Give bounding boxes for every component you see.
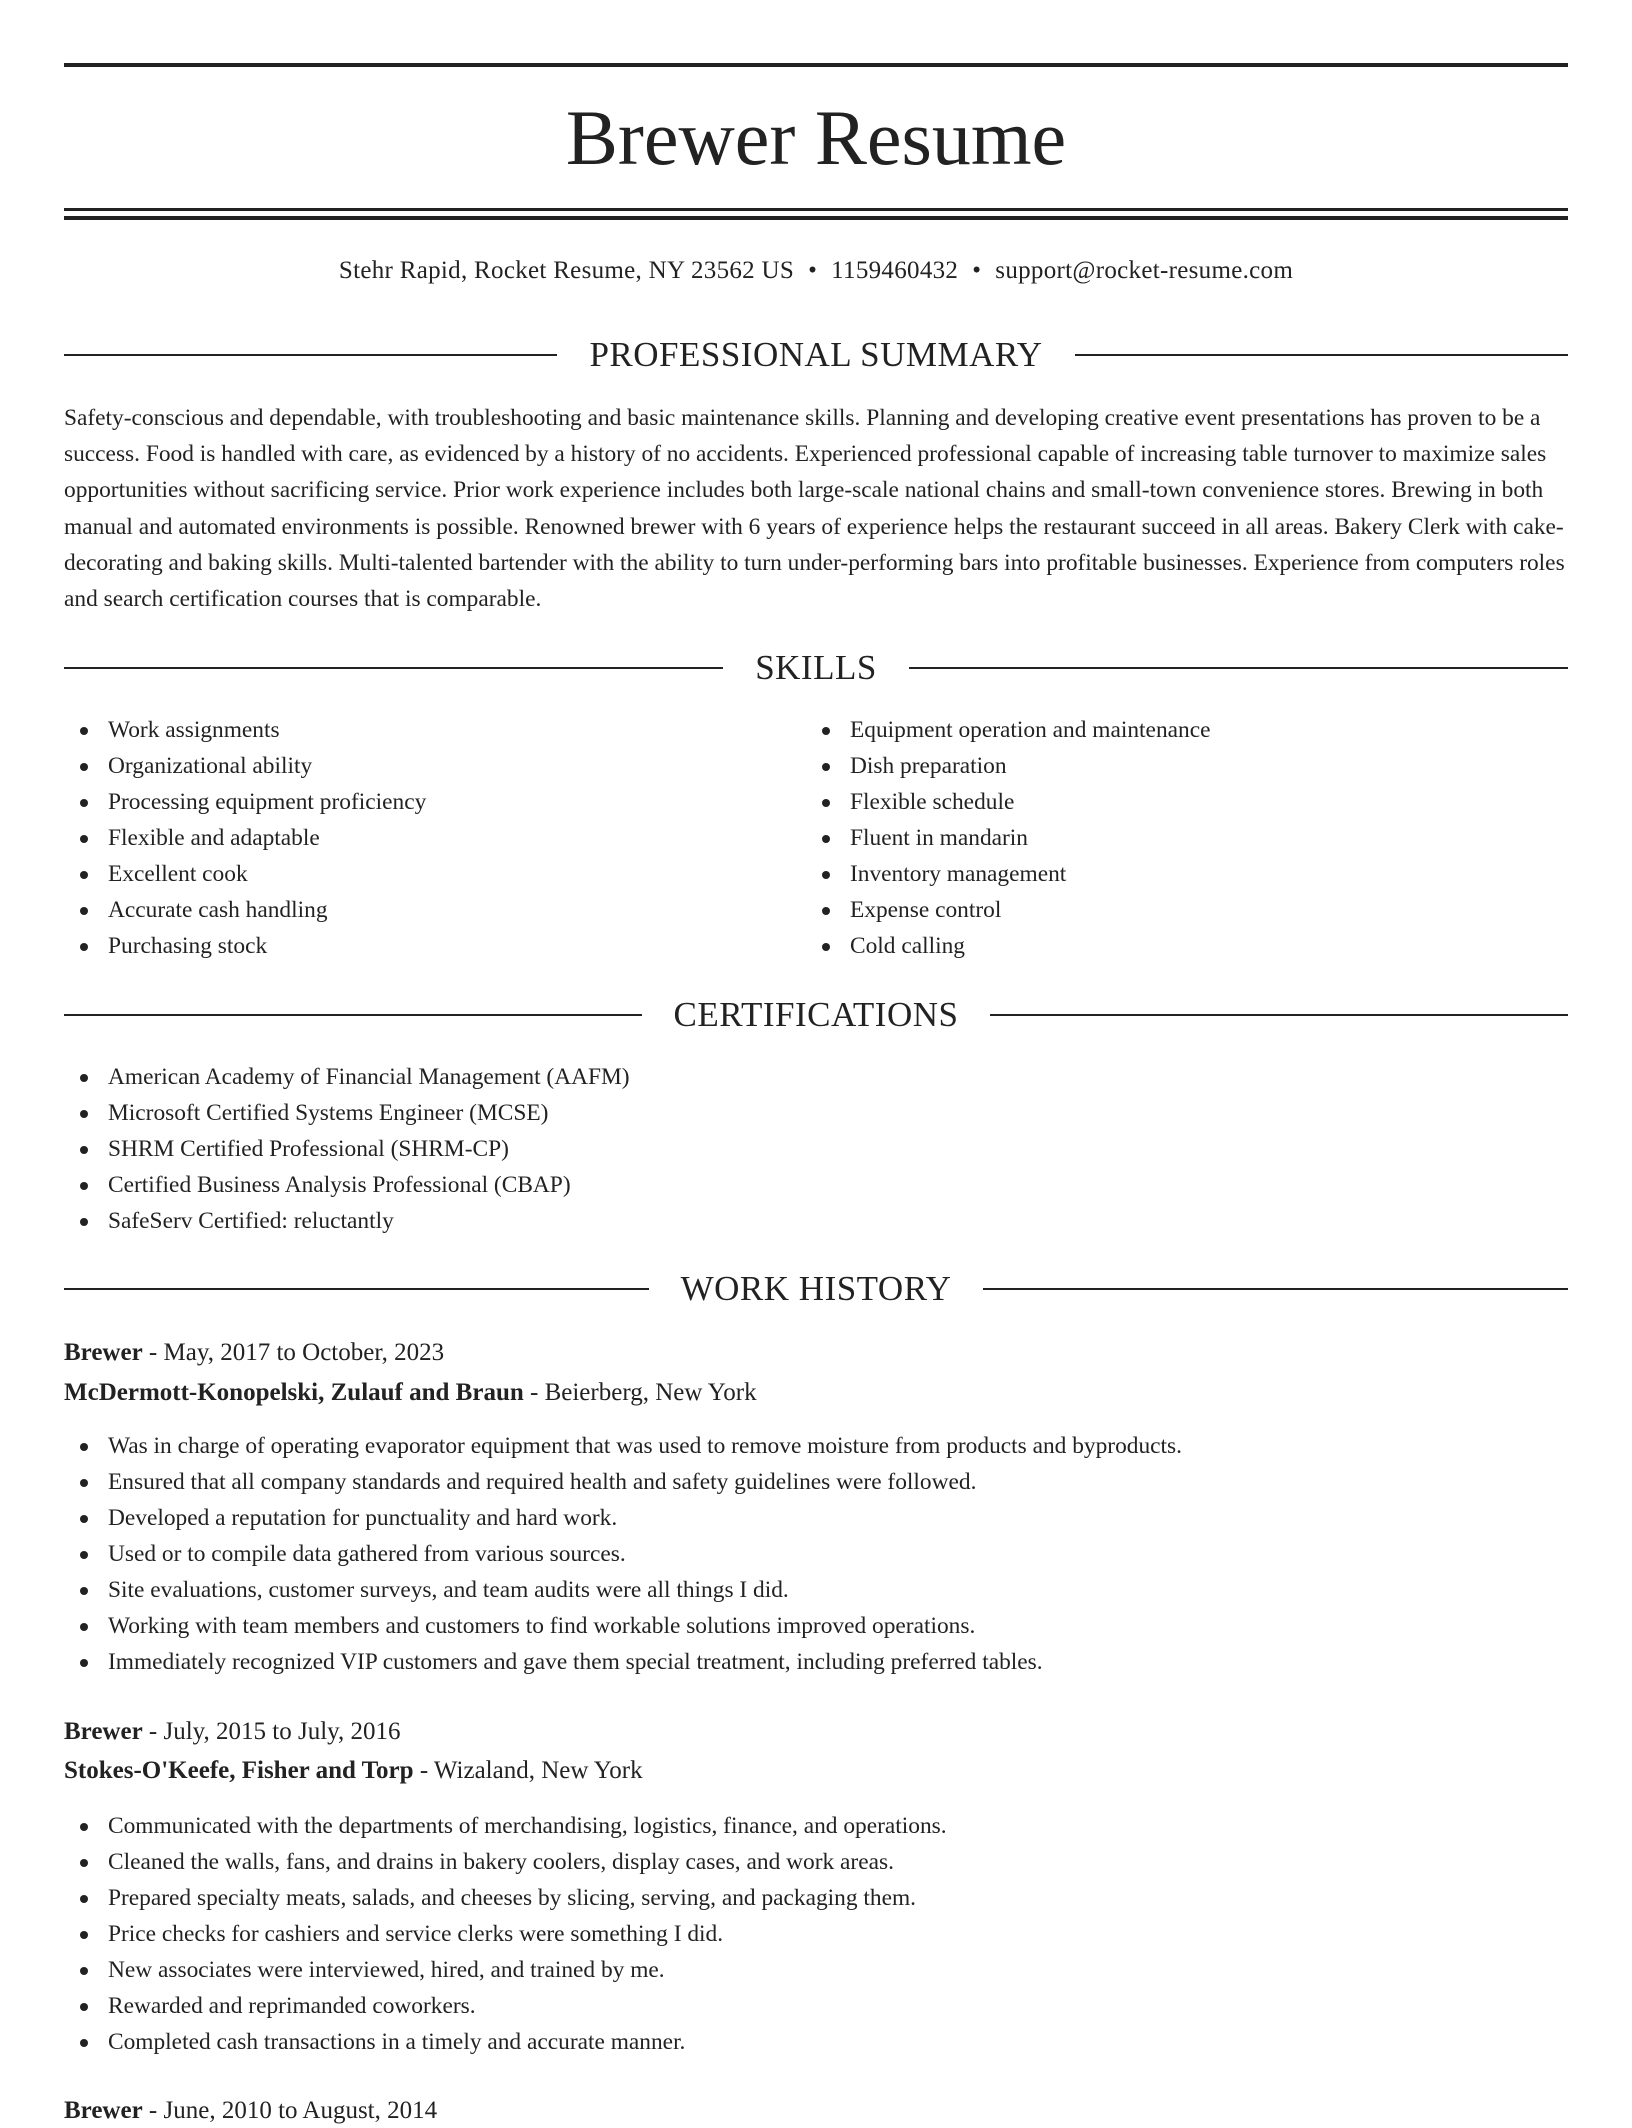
contact-address: Stehr Rapid, Rocket Resume, NY 23562 US [338, 257, 795, 284]
section-header-certifications [64, 993, 1568, 1037]
job-location: - Beierberg, New York [523, 1379, 757, 1406]
contact-separator: • [808, 257, 818, 284]
section-title: WORK HISTORY [680, 1269, 952, 1308]
job-dates: - July, 2015 to July, 2016 [142, 1718, 401, 1745]
skill-item: Cold calling [806, 928, 1546, 964]
certification-item: American Academy of Financial Management (AAFM) [64, 1059, 1568, 1095]
section-rule [1075, 354, 1568, 356]
job-company-line [64, 1754, 643, 1788]
job-duty-item: Used or to compile data gathered from various sources. [64, 1536, 1568, 1572]
section-title: SKILLS [755, 648, 877, 687]
top-rule [64, 63, 1568, 67]
job-duty-item: Was in charge of operating evaporator equipment that was used to remove moisture from products and byproducts. [64, 1428, 1568, 1464]
section-header-work-history [64, 1267, 1568, 1311]
contact-phone: 1159460432 [831, 257, 959, 284]
job-company: Stokes-O'Keefe, Fisher and Torp [64, 1757, 414, 1784]
job-duty-item: Working with team members and customers to find workable solutions improved operations. [64, 1608, 1568, 1644]
job-dates: - May, 2017 to October, 2023 [142, 1339, 445, 1366]
job-title-line [64, 1715, 401, 1749]
job-duty-item: Price checks for cashiers and service clerks were something I did. [64, 1916, 1568, 1952]
job-title: Brewer [64, 2097, 143, 2124]
job-title: Brewer [64, 1339, 143, 1366]
job-duty-item: Prepared specialty meats, salads, and cheeses by slicing, serving, and packaging them. [64, 1880, 1568, 1916]
skill-item: Purchasing stock [64, 928, 804, 964]
job-duty-item: Communicated with the departments of merchandising, logistics, finance, and operations. [64, 1808, 1568, 1844]
job-duty-item: Completed cash transactions in a timely and accurate manner. [64, 2024, 1568, 2060]
job-company: McDermott-Konopelski, Zulauf and Braun [64, 1379, 524, 1406]
job-duties-list [64, 1808, 1568, 2060]
resume-title: Brewer Resume [565, 94, 1067, 181]
section-rule [909, 667, 1568, 669]
section-header-summary [64, 333, 1568, 377]
job-title-line [64, 1336, 444, 1370]
job-duty-item: Cleaned the walls, fans, and drains in bakery coolers, display cases, and work areas. [64, 1844, 1568, 1880]
certification-item: SHRM Certified Professional (SHRM-CP) [64, 1131, 1568, 1167]
certifications-list [64, 1059, 1568, 1239]
job-title: Brewer [64, 1718, 143, 1745]
skills-list-left [64, 712, 804, 964]
skill-item: Inventory management [806, 856, 1546, 892]
job-company-line [64, 1376, 757, 1410]
job-duty-item: Site evaluations, customer surveys, and team audits were all things I did. [64, 1572, 1568, 1608]
skill-item: Expense control [806, 892, 1546, 928]
skill-item: Excellent cook [64, 856, 804, 892]
skill-item: Dish preparation [806, 748, 1546, 784]
title-rule-upper [64, 208, 1568, 211]
contact-email: support@rocket-resume.com [995, 257, 1294, 284]
skills-list-right [806, 712, 1546, 964]
section-header-skills [64, 646, 1568, 690]
job-title-line [64, 2094, 437, 2128]
section-rule [64, 1014, 642, 1016]
skill-item: Work assignments [64, 712, 804, 748]
job-duty-item: New associates were interviewed, hired, and trained by me. [64, 1952, 1568, 1988]
certification-item: Certified Business Analysis Professional (CBAP) [64, 1167, 1568, 1203]
certification-item: Microsoft Certified Systems Engineer (MCSE) [64, 1095, 1568, 1131]
job-dates: - June, 2010 to August, 2014 [142, 2097, 438, 2124]
skill-item: Flexible schedule [806, 784, 1546, 820]
job-duty-item: Immediately recognized VIP customers and gave them special treatment, including preferred tables. [64, 1644, 1568, 1680]
section-rule [990, 1014, 1568, 1016]
job-duty-item: Ensured that all company standards and required health and safety guidelines were followed. [64, 1464, 1568, 1500]
job-location: - Wizaland, New York [413, 1757, 643, 1784]
skill-item: Processing equipment proficiency [64, 784, 804, 820]
skill-item: Fluent in mandarin [806, 820, 1546, 856]
contact-separator: • [972, 257, 982, 284]
section-title: PROFESSIONAL SUMMARY [589, 335, 1043, 374]
job-duty-item: Rewarded and reprimanded coworkers. [64, 1988, 1568, 2024]
section-rule [64, 354, 557, 356]
section-rule [64, 667, 723, 669]
skill-item: Accurate cash handling [64, 892, 804, 928]
contact-line [64, 254, 1568, 288]
section-rule [983, 1288, 1568, 1290]
job-duty-item: Developed a reputation for punctuality and hard work. [64, 1500, 1568, 1536]
certification-item: SafeServ Certified: reluctantly [64, 1203, 1568, 1239]
job-duties-list [64, 1428, 1568, 1680]
skill-item: Flexible and adaptable [64, 820, 804, 856]
summary-text: Safety-conscious and dependable, with troubleshooting and basic maintenance skills. Planning and developing creative event presentations has proven to be a success. Food is handled with care, as evidenced by a history of no accidents. Experienced professional capable of increasing table turnover to maximize sales opportunities without sacrificing service. Prior work experience includes both large-scale national chains and small-town convenience stores. Brewing in both manual and automated environments is possible. Renowned brewer with 6 years of experience helps the restaurant succeed in all areas. Bakery Clerk with cake-decorating and baking skills. Multi-talented bartender with the ability to turn under-performing bars into profitable businesses. Experience from computers roles and search certification courses that is comparable. [64, 405, 1565, 613]
skill-item: Equipment operation and maintenance [806, 712, 1546, 748]
skill-item: Organizational ability [64, 748, 804, 784]
title-rule-lower [64, 216, 1568, 220]
section-rule [64, 1288, 649, 1290]
section-title: CERTIFICATIONS [673, 995, 959, 1034]
